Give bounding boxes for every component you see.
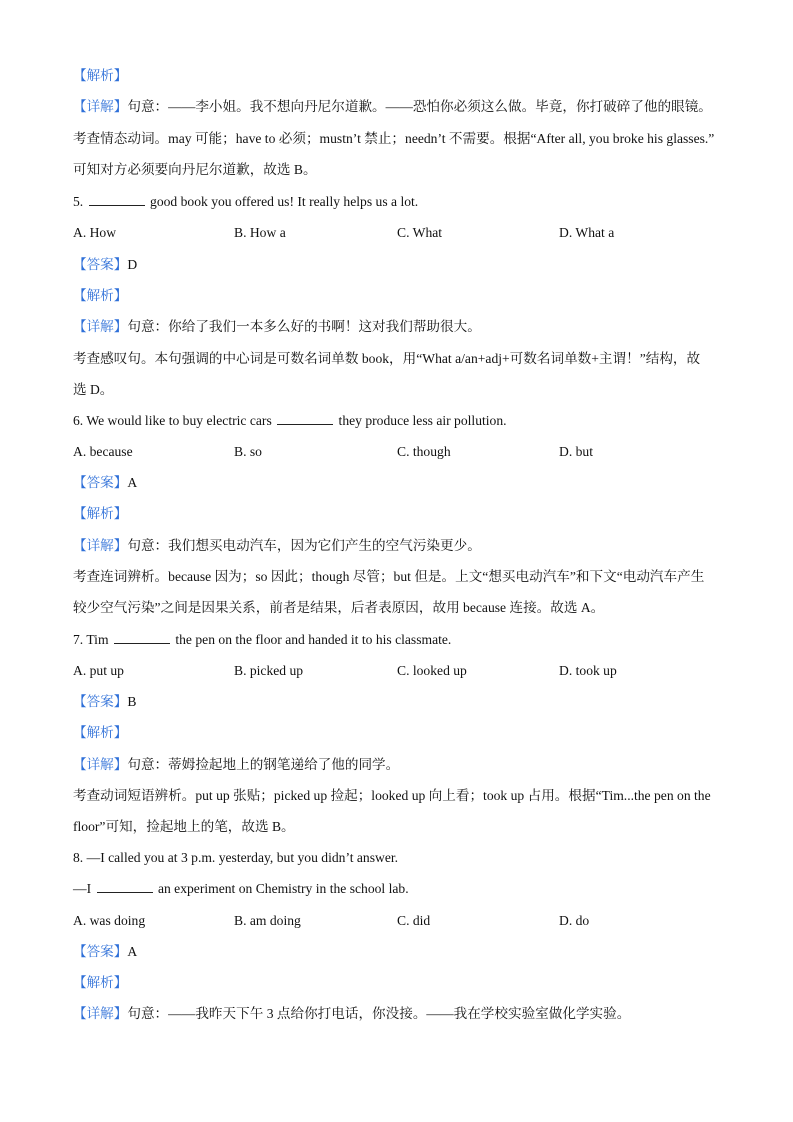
answer-blank (89, 192, 145, 206)
question-5: 5. good book you offered us! It really helps us a lot. (73, 194, 419, 209)
question-6: 6. We would like to buy electric cars they produce less air pollution. (73, 413, 507, 428)
question-number: 6. (73, 413, 84, 428)
question-number: 7. (73, 632, 84, 647)
detail-label: 【详解】 (73, 1006, 128, 1021)
option-c: C. What (397, 225, 443, 240)
explanation-line: 可知对方必须要向丹尼尔道歉，故选 B。 (73, 162, 317, 177)
detail-label: 【详解】 (73, 319, 128, 334)
explanation-line: 考查感叹句。本句强调的中心词是可数名词单数 book，用“What a/an+adj+可数名词单数+主谓！”结构，故 (73, 351, 701, 366)
analysis-label: 【解析】 (73, 288, 128, 303)
explanation-line: 选 D。 (73, 382, 114, 397)
answer-line: 【答案】A (73, 475, 138, 490)
explanation-line: floor”可知，捡起地上的笔，故选 B。 (73, 819, 295, 834)
option-a: A. because (73, 444, 133, 459)
answer-line: 【答案】A (73, 944, 138, 959)
detail-line: 【详解】句意：我们想买电动汽车，因为它们产生的空气污染更少。 (73, 538, 481, 553)
option-c: C. looked up (397, 663, 467, 678)
option-b: B. How a (234, 225, 286, 240)
analysis-label: 【解析】 (73, 68, 128, 83)
options-row (73, 442, 725, 462)
analysis-label: 【解析】 (73, 725, 128, 740)
option-d: D. What a (559, 225, 615, 240)
option-b: B. so (234, 444, 262, 459)
option-d: D. took up (559, 663, 617, 678)
question-7: 7. Tim the pen on the floor and handed it to his classmate. (73, 632, 452, 647)
option-b: B. am doing (234, 913, 301, 928)
options-row (73, 661, 725, 681)
detail-label: 【详解】 (73, 99, 128, 114)
detail-line: 【详解】句意：蒂姆捡起地上的钢笔递给了他的同学。 (73, 757, 400, 772)
question-number: 5. (73, 194, 84, 209)
explanation-line: 较少空气污染”之间是因果关系，前者是结果，后者表原因，故用 because 连接。故选 A。 (73, 600, 605, 615)
explanation-line: 考查连词辨析。because 因为；so 因此；though 尽管；but 但是。上文“想买电动汽车”和下文“电动汽车产生 (73, 569, 705, 584)
explanation-line: 考查情态动词。may 可能；have to 必须；mustn’t 禁止；needn’t 不需要。根据“After all, you broke his glasses.” (73, 131, 715, 146)
option-d: D. do (559, 913, 590, 928)
option-b: B. picked up (234, 663, 304, 678)
detail-label: 【详解】 (73, 757, 128, 772)
answer-line: 【答案】D (73, 257, 138, 272)
question-8: 8. —I called you at 3 p.m. yesterday, but you didn’t answer. (73, 850, 399, 865)
answer-blank (97, 879, 153, 893)
analysis-label: 【解析】 (73, 506, 128, 521)
analysis-label: 【解析】 (73, 975, 128, 990)
answer-blank (277, 411, 333, 425)
option-a: A. was doing (73, 913, 146, 928)
question-8-reply: —I an experiment on Chemistry in the school lab. (73, 881, 409, 896)
option-c: C. did (397, 913, 431, 928)
detail-line: 【详解】句意：你给了我们一本多么好的书啊！这对我们帮助很大。 (73, 319, 481, 334)
answer-label: 【答案】 (73, 694, 128, 709)
detail-label: 【详解】 (73, 538, 128, 553)
answer-label: 【答案】 (73, 475, 128, 490)
options-row (73, 223, 725, 243)
option-d: D. but (559, 444, 593, 459)
explanation-line: 考查动词短语辨析。put up 张贴；picked up 捡起；looked up 向上看；took up 占用。根据“Tim...the pen on the (73, 788, 711, 803)
option-c: C. though (397, 444, 451, 459)
answer-line: 【答案】B (73, 694, 137, 709)
answer-label: 【答案】 (73, 944, 128, 959)
answer-label: 【答案】 (73, 257, 128, 272)
option-a: A. How (73, 225, 117, 240)
options-row (73, 911, 725, 931)
answer-blank (114, 630, 170, 644)
option-a: A. put up (73, 663, 124, 678)
detail-line: 【详解】句意：——我昨天下午 3 点给你打电话，你没接。——我在学校实验室做化学实验。 (73, 1006, 631, 1021)
detail-line: 【详解】句意：——李小姐。我不想向丹尼尔道歉。——恐怕你必须这么做。毕竟，你打破碎了他的眼镜。 (73, 99, 712, 114)
